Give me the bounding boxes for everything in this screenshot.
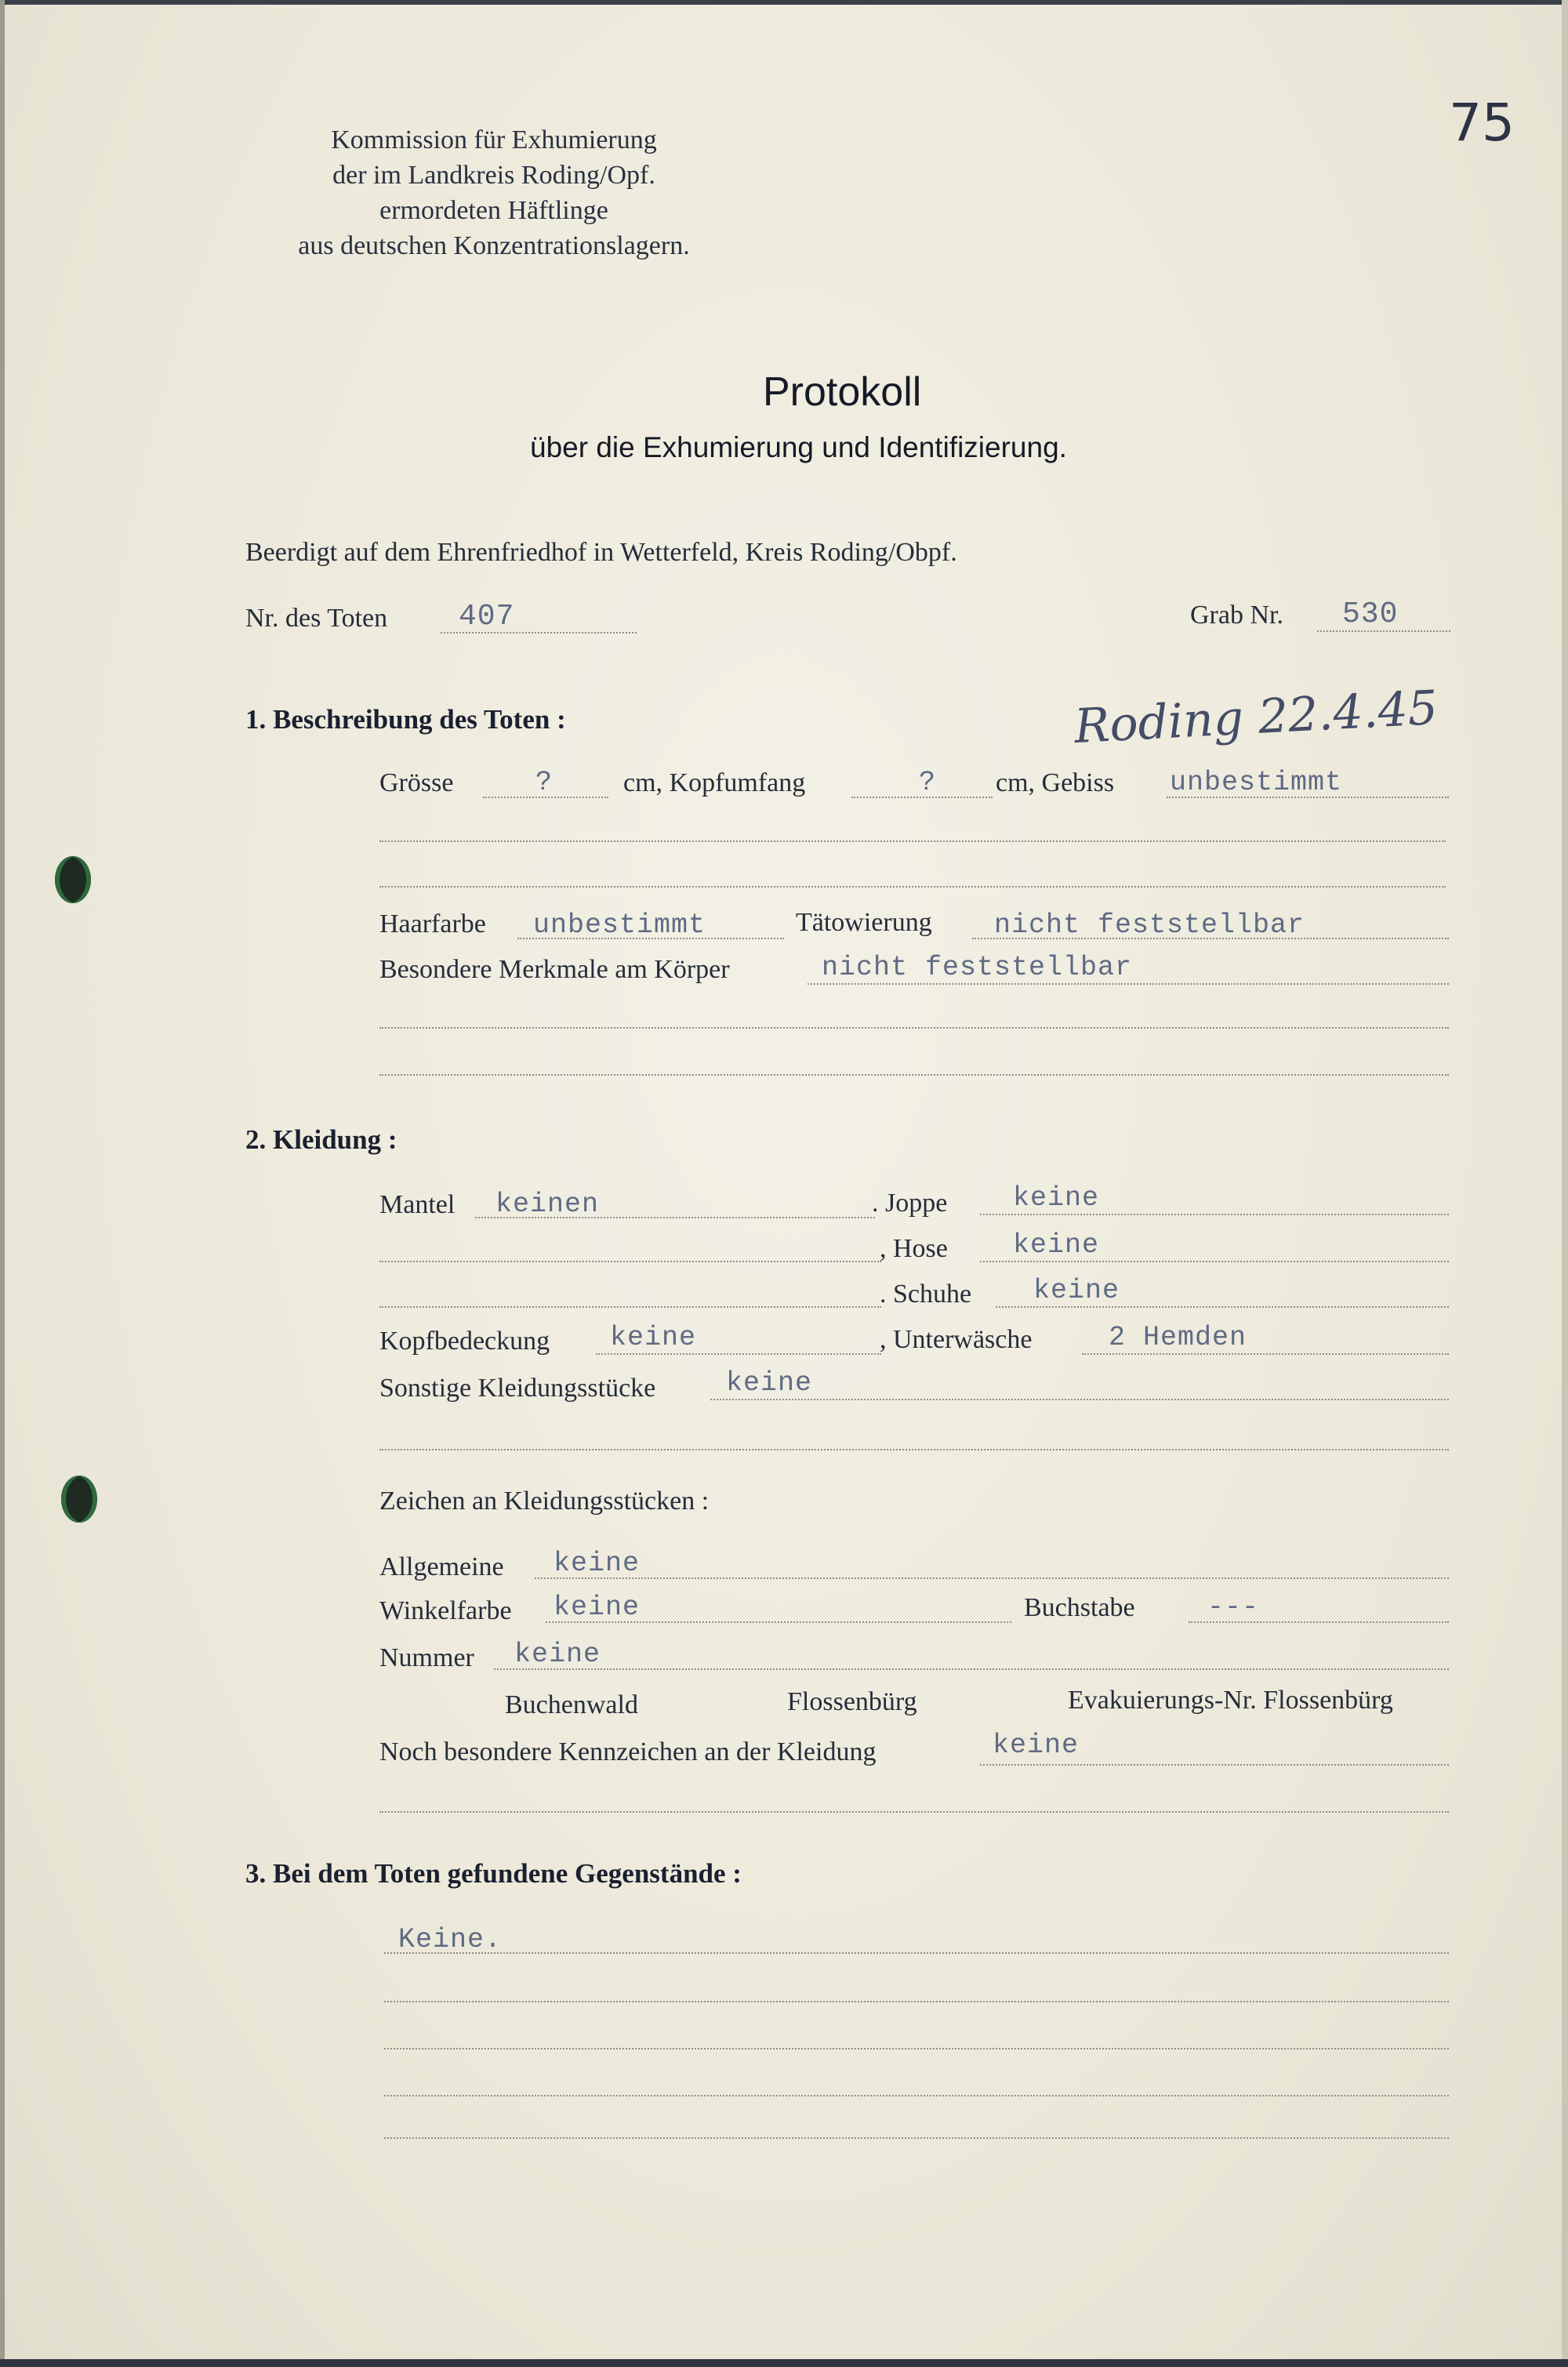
special-marks-line (808, 983, 1449, 985)
scan-edge-right (1562, 0, 1568, 2367)
hair-color-value: unbestimmt (533, 909, 706, 941)
head-circumference-label: cm, Kopfumfang (623, 768, 806, 797)
other-clothing-marks-value: keine (993, 1730, 1080, 1761)
header-line-1: Kommission für Exhumierung (331, 125, 657, 154)
dead-number-label: Nr. des Toten (245, 604, 388, 633)
other-clothing-marks-label: Noch besondere Kennzeichen an der Kleidung (379, 1737, 877, 1766)
header-line-2: der im Landkreis Roding/Opf. (332, 161, 655, 190)
items-line-1 (384, 1952, 1449, 1954)
items-found-value: Keine. (398, 1924, 503, 1955)
shoes-label: . Schuhe (880, 1280, 972, 1309)
number-line (494, 1668, 1449, 1670)
triangle-color-label: Winkelfarbe (379, 1596, 512, 1625)
jacket-label: . Joppe (872, 1189, 948, 1218)
section-1-heading: 1. Beschreibung des Toten : (245, 704, 566, 735)
coat-label: Mantel (379, 1190, 456, 1219)
size-value: ? (535, 767, 554, 798)
other-clothing-label: Sonstige Kleidungsstücke (379, 1374, 656, 1403)
scan-edge-bottom (0, 2359, 1568, 2367)
camp-buchenwald: Buchenwald (505, 1690, 638, 1719)
head-circumference-value: ? (919, 767, 937, 798)
camp-flossenburg: Flossenbürg (787, 1687, 917, 1716)
blank-line-4 (379, 1074, 1449, 1076)
trousers-value: keine (1013, 1229, 1100, 1261)
section-2-heading: 2. Kleidung : (245, 1124, 397, 1155)
other-clothing-value: keine (726, 1367, 813, 1399)
other-clothing-marks-line (980, 1764, 1449, 1766)
clothing-blank-line-3 (379, 1449, 1449, 1450)
dead-number-value: 407 (459, 600, 515, 633)
clothing-blank-line-1 (379, 1261, 881, 1262)
jacket-line (980, 1214, 1449, 1215)
trousers-label: , Hose (880, 1234, 948, 1263)
letter-label: Buchstabe (1024, 1593, 1135, 1622)
letter-value: --- (1207, 1592, 1260, 1623)
section-3-heading: 3. Bei dem Toten gefundene Gegenstände : (245, 1858, 742, 1889)
headwear-label: Kopfbedeckung (379, 1327, 550, 1356)
clothing-blank-line-2 (379, 1306, 881, 1308)
evacuation-number-flossenburg: Evakuierungs-Nr. Flossenbürg (1068, 1686, 1393, 1715)
burial-location: Beerdigt auf dem Ehrenfriedhof in Wetterfeld, Kreis Roding/Obpf. (245, 538, 957, 567)
punch-hole-upper (55, 856, 91, 903)
general-marks-value: keine (554, 1548, 641, 1579)
number-value: keine (514, 1639, 601, 1670)
general-marks-label: Allgemeine (379, 1552, 504, 1581)
shoes-line (996, 1306, 1449, 1308)
special-marks-label: Besondere Merkmale am Körper (379, 955, 730, 984)
tattoo-value: nicht feststellbar (994, 909, 1305, 941)
teeth-label: cm, Gebiss (996, 768, 1115, 797)
underwear-line (1082, 1353, 1449, 1355)
headwear-line (596, 1353, 881, 1355)
items-line-5 (384, 2137, 1449, 2139)
size-label: Grösse (379, 768, 454, 797)
other-clothing-line (710, 1399, 1449, 1400)
clothing-marks-heading: Zeichen an Kleidungsstücken : (379, 1487, 710, 1516)
punch-hole-lower (61, 1476, 97, 1523)
grave-number-label: Grab Nr. (1190, 601, 1283, 630)
header-line-4: aus deutschen Konzentrationslagern. (298, 231, 690, 260)
grave-number-value: 530 (1342, 597, 1399, 631)
trousers-line (980, 1261, 1449, 1262)
shoes-value: keine (1033, 1275, 1120, 1306)
scan-edge-top (0, 0, 1568, 5)
items-line-4 (384, 2095, 1449, 2097)
number-label: Nummer (379, 1643, 474, 1672)
clothing-blank-line-4 (379, 1811, 1449, 1813)
general-marks-line (535, 1577, 1449, 1579)
tattoo-label: Tätowierung (796, 908, 932, 937)
jacket-value: keine (1013, 1182, 1100, 1214)
document-title: Protokoll (763, 369, 922, 415)
handwritten-place-date: Roding 22.4.45 (1073, 680, 1439, 755)
underwear-label: , Unterwäsche (880, 1325, 1033, 1354)
document-subtitle: über die Exhumierung und Identifizierung. (530, 431, 1067, 463)
blank-line-3 (379, 1027, 1449, 1029)
special-marks-value: nicht feststellbar (822, 952, 1133, 983)
coat-value: keinen (495, 1189, 600, 1220)
underwear-value: 2 Hemden (1109, 1322, 1247, 1353)
items-line-3 (384, 2048, 1449, 2049)
blank-line-2 (379, 886, 1446, 888)
page-number: 75 (1449, 93, 1515, 153)
scan-edge-left (0, 0, 5, 2367)
teeth-value: unbestimmt (1170, 767, 1343, 798)
triangle-color-value: keine (554, 1592, 641, 1623)
header-line-3: ermordeten Häftlinge (379, 196, 608, 225)
headwear-value: keine (610, 1322, 697, 1353)
hair-color-label: Haarfarbe (379, 909, 486, 938)
blank-line-1 (379, 840, 1446, 842)
items-line-2 (384, 2001, 1449, 2002)
